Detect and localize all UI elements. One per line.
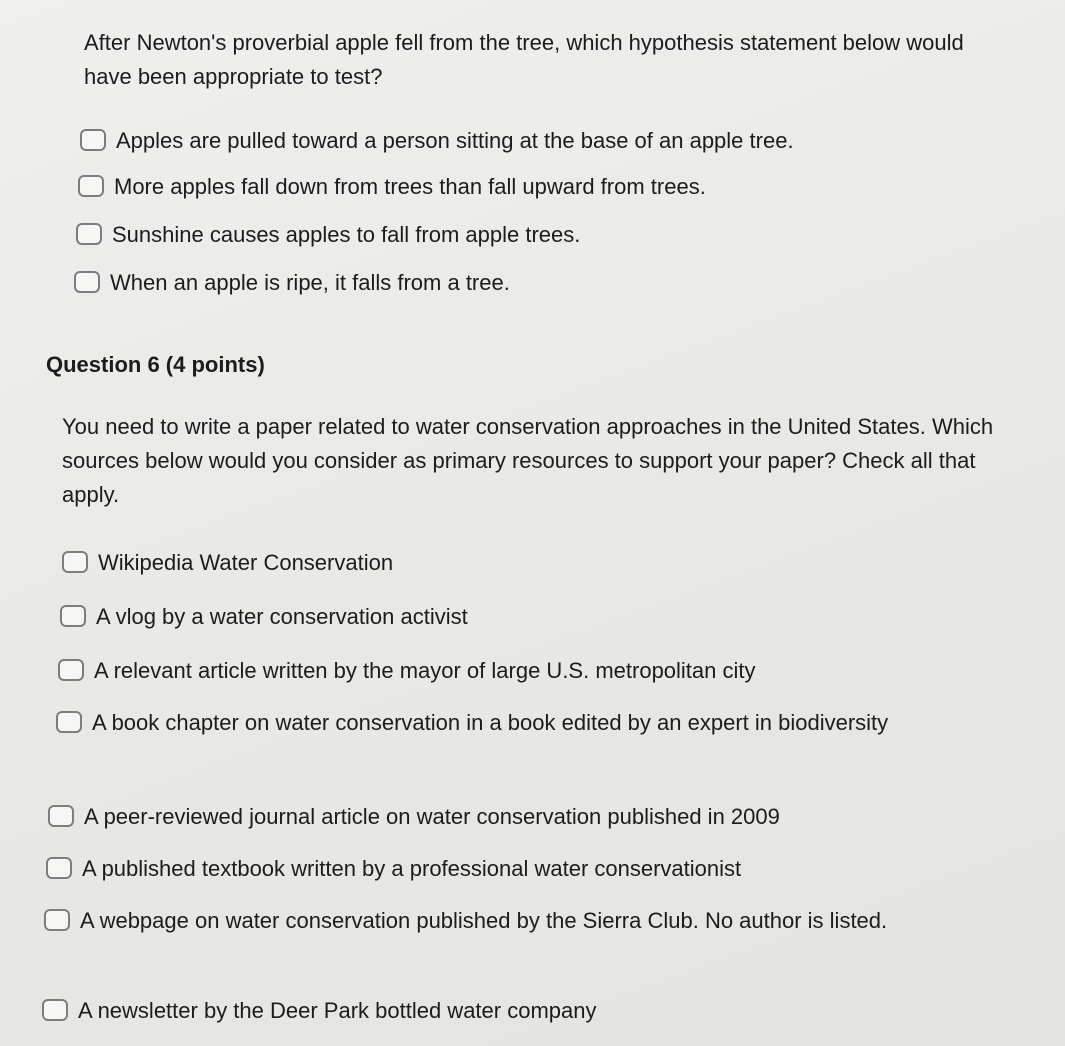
q6-option-2[interactable] xyxy=(60,600,1000,634)
option-label: A relevant article written by the mayor of large U.S. metropolitan city xyxy=(94,658,756,683)
option-label: When an apple is ripe, it falls from a tree. xyxy=(110,270,510,295)
checkbox[interactable] xyxy=(78,175,104,197)
checkbox[interactable] xyxy=(44,909,70,931)
option-label: A book chapter on water conservation in a book edited by an expert in biodiversity xyxy=(92,710,889,735)
q6-option-1[interactable] xyxy=(62,546,1002,580)
option-label: Sunshine causes apples to fall from apple trees. xyxy=(112,222,581,247)
option-label: A newsletter by the Deer Park bottled water company xyxy=(78,998,597,1023)
q6-option-4[interactable] xyxy=(56,706,926,740)
option-label: A peer-reviewed journal article on water conservation published in 2009 xyxy=(84,804,780,829)
checkbox[interactable] xyxy=(62,551,88,573)
question-6-header: Question 6 (4 points) xyxy=(46,352,265,377)
q6-option-8[interactable] xyxy=(42,994,1002,1028)
checkbox[interactable] xyxy=(56,711,82,733)
checkbox[interactable] xyxy=(46,857,72,879)
q5-option-3[interactable] xyxy=(76,218,976,252)
option-label: A vlog by a water conservation activist xyxy=(96,604,468,629)
question-5-prompt: After Newton's proverbial apple fell from the tree, which hypothesis statement below would have been appropriate to test? xyxy=(84,30,964,89)
checkbox[interactable] xyxy=(60,605,86,627)
q6-option-7[interactable] xyxy=(44,904,994,938)
question-6-prompt: You need to write a paper related to water conservation approaches in the United States. Which sources below would you consider as primary resources to support your paper? Check all that apply. xyxy=(62,414,994,507)
q5-option-1[interactable] xyxy=(80,124,980,158)
option-label: Wikipedia Water Conservation xyxy=(98,550,394,575)
q6-option-5[interactable] xyxy=(48,800,1008,834)
option-label: Apples are pulled toward a person sitting at the base of an apple tree. xyxy=(116,128,794,153)
checkbox[interactable] xyxy=(48,805,74,827)
checkbox[interactable] xyxy=(42,999,68,1021)
checkbox[interactable] xyxy=(58,659,84,681)
option-label: A webpage on water conservation published by the Sierra Club. No author is listed. xyxy=(80,908,888,933)
q5-option-4[interactable] xyxy=(74,266,974,300)
q6-option-6[interactable] xyxy=(46,852,1006,886)
checkbox[interactable] xyxy=(74,271,100,293)
checkbox[interactable] xyxy=(80,129,106,151)
option-label: More apples fall down from trees than fall upward from trees. xyxy=(114,174,706,199)
checkbox[interactable] xyxy=(76,223,102,245)
option-label: A published textbook written by a professional water conservationist xyxy=(82,856,742,881)
q5-option-2[interactable] xyxy=(78,170,978,204)
q6-option-3[interactable] xyxy=(58,654,998,688)
